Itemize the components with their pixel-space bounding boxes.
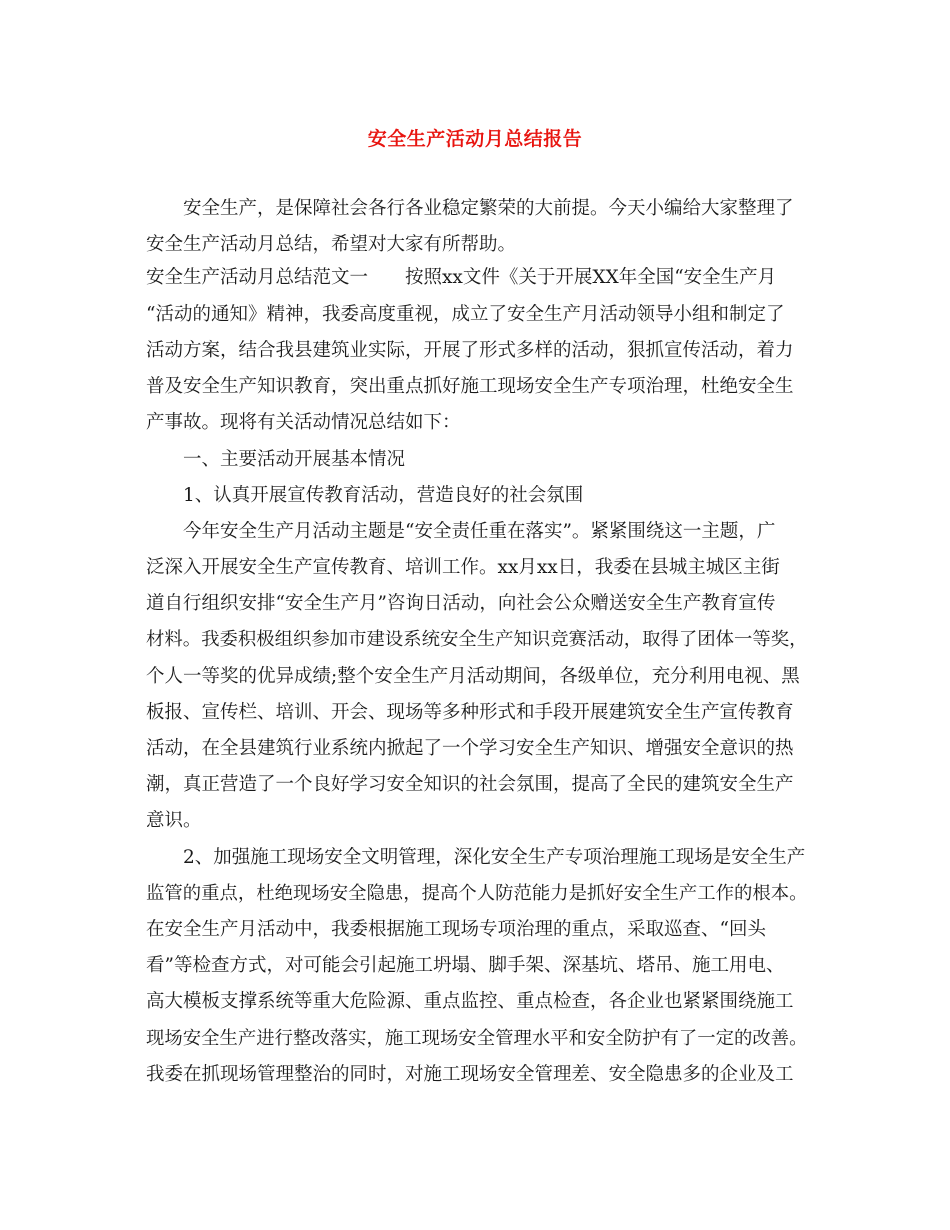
text-line: 1、认真开展宣传教育活动，营造良好的社会氛围 <box>146 485 584 506</box>
text-line: 我委在抓现场管理整治的同时，对施工现场安全管理差、安全隐患多的企业及工 <box>146 1064 794 1085</box>
text-line: 活动方案，结合我县建筑业实际，开展了形式多样的活动，狠抓宣传活动，着力 <box>146 340 794 361</box>
text-line: 在安全生产月活动中，我委根据施工现场专项治理的重点，采取巡查、“回头 <box>146 919 766 940</box>
text-line: 板报、宣传栏、培训、开会、现场等多种形式和手段开展建筑安全生产宣传教育 <box>146 702 794 723</box>
text-line: 安全生产活动月总结，希望对大家有所帮助。 <box>146 234 517 255</box>
text-line: 监管的重点，杜绝现场安全隐患，提高个人防范能力是抓好安全生产工作的根本。 <box>146 883 808 904</box>
text-line: 2、加强施工现场安全文明管理，深化安全生产专项治理施工现场是安全生产 <box>146 847 806 868</box>
document-title: 安全生产活动月总结报告 <box>367 128 583 150</box>
text-line: “活动的通知》精神，我委高度重视，成立了安全生产月活动领导小组和制定了 <box>146 304 785 325</box>
text-line: 普及安全生产知识教育，突出重点抓好施工现场安全生产专项治理，杜绝安全生 <box>146 376 794 397</box>
text-line: 潮，真正营造了一个良好学习安全知识的社会氛围，提高了全民的建筑安全生产 <box>146 774 794 795</box>
text-line: 今年安全生产月活动主题是“安全责任重在落实”。紧紧围绕这一主题，广 <box>146 521 776 542</box>
text-line: 安全生产，是保障社会各行各业稳定繁荣的大前提。今天小编给大家整理了 <box>146 198 794 219</box>
text-line: 道自行组织安排“安全生产月”咨询日活动，向社会公众赠送安全生产教育宣传 <box>146 593 776 614</box>
text-line: 产事故。现将有关活动情况总结如下： <box>146 412 461 433</box>
text-line: 高大模板支撑系统等重大危险源、重点监控、重点检查，各企业也紧紧围绕施工 <box>146 991 794 1012</box>
text-line: 一、主要活动开展基本情况 <box>146 449 406 470</box>
text-line: 现场安全生产进行整改落实，施工现场安全管理水平和安全防护有了一定的改善。 <box>146 1028 808 1049</box>
text-line: 安全生产活动月总结范文一 按照xx文件《关于开展XX年全国“安全生产月 <box>146 267 777 288</box>
text-line: 看”等检查方式，对可能会引起施工坍塌、脚手架、深基坑、塔吊、施工用电、 <box>146 955 785 976</box>
text-line: 泛深入开展安全生产宣传教育、培训工作。xx月xx日，我委在县城主城区主街 <box>146 557 780 578</box>
text-line: 活动，在全县建筑行业系统内掀起了一个学习安全生产知识、增强安全意识的热 <box>146 738 794 759</box>
text-line: 材料。我委积极组织参加市建设系统安全生产知识竞赛活动，取得了团体一等奖， <box>146 629 808 650</box>
text-line: 个人一等奖的优异成绩;整个安全生产月活动期间，各级单位，充分利用电视、黑 <box>146 666 800 687</box>
text-line: 意识。 <box>146 810 202 831</box>
